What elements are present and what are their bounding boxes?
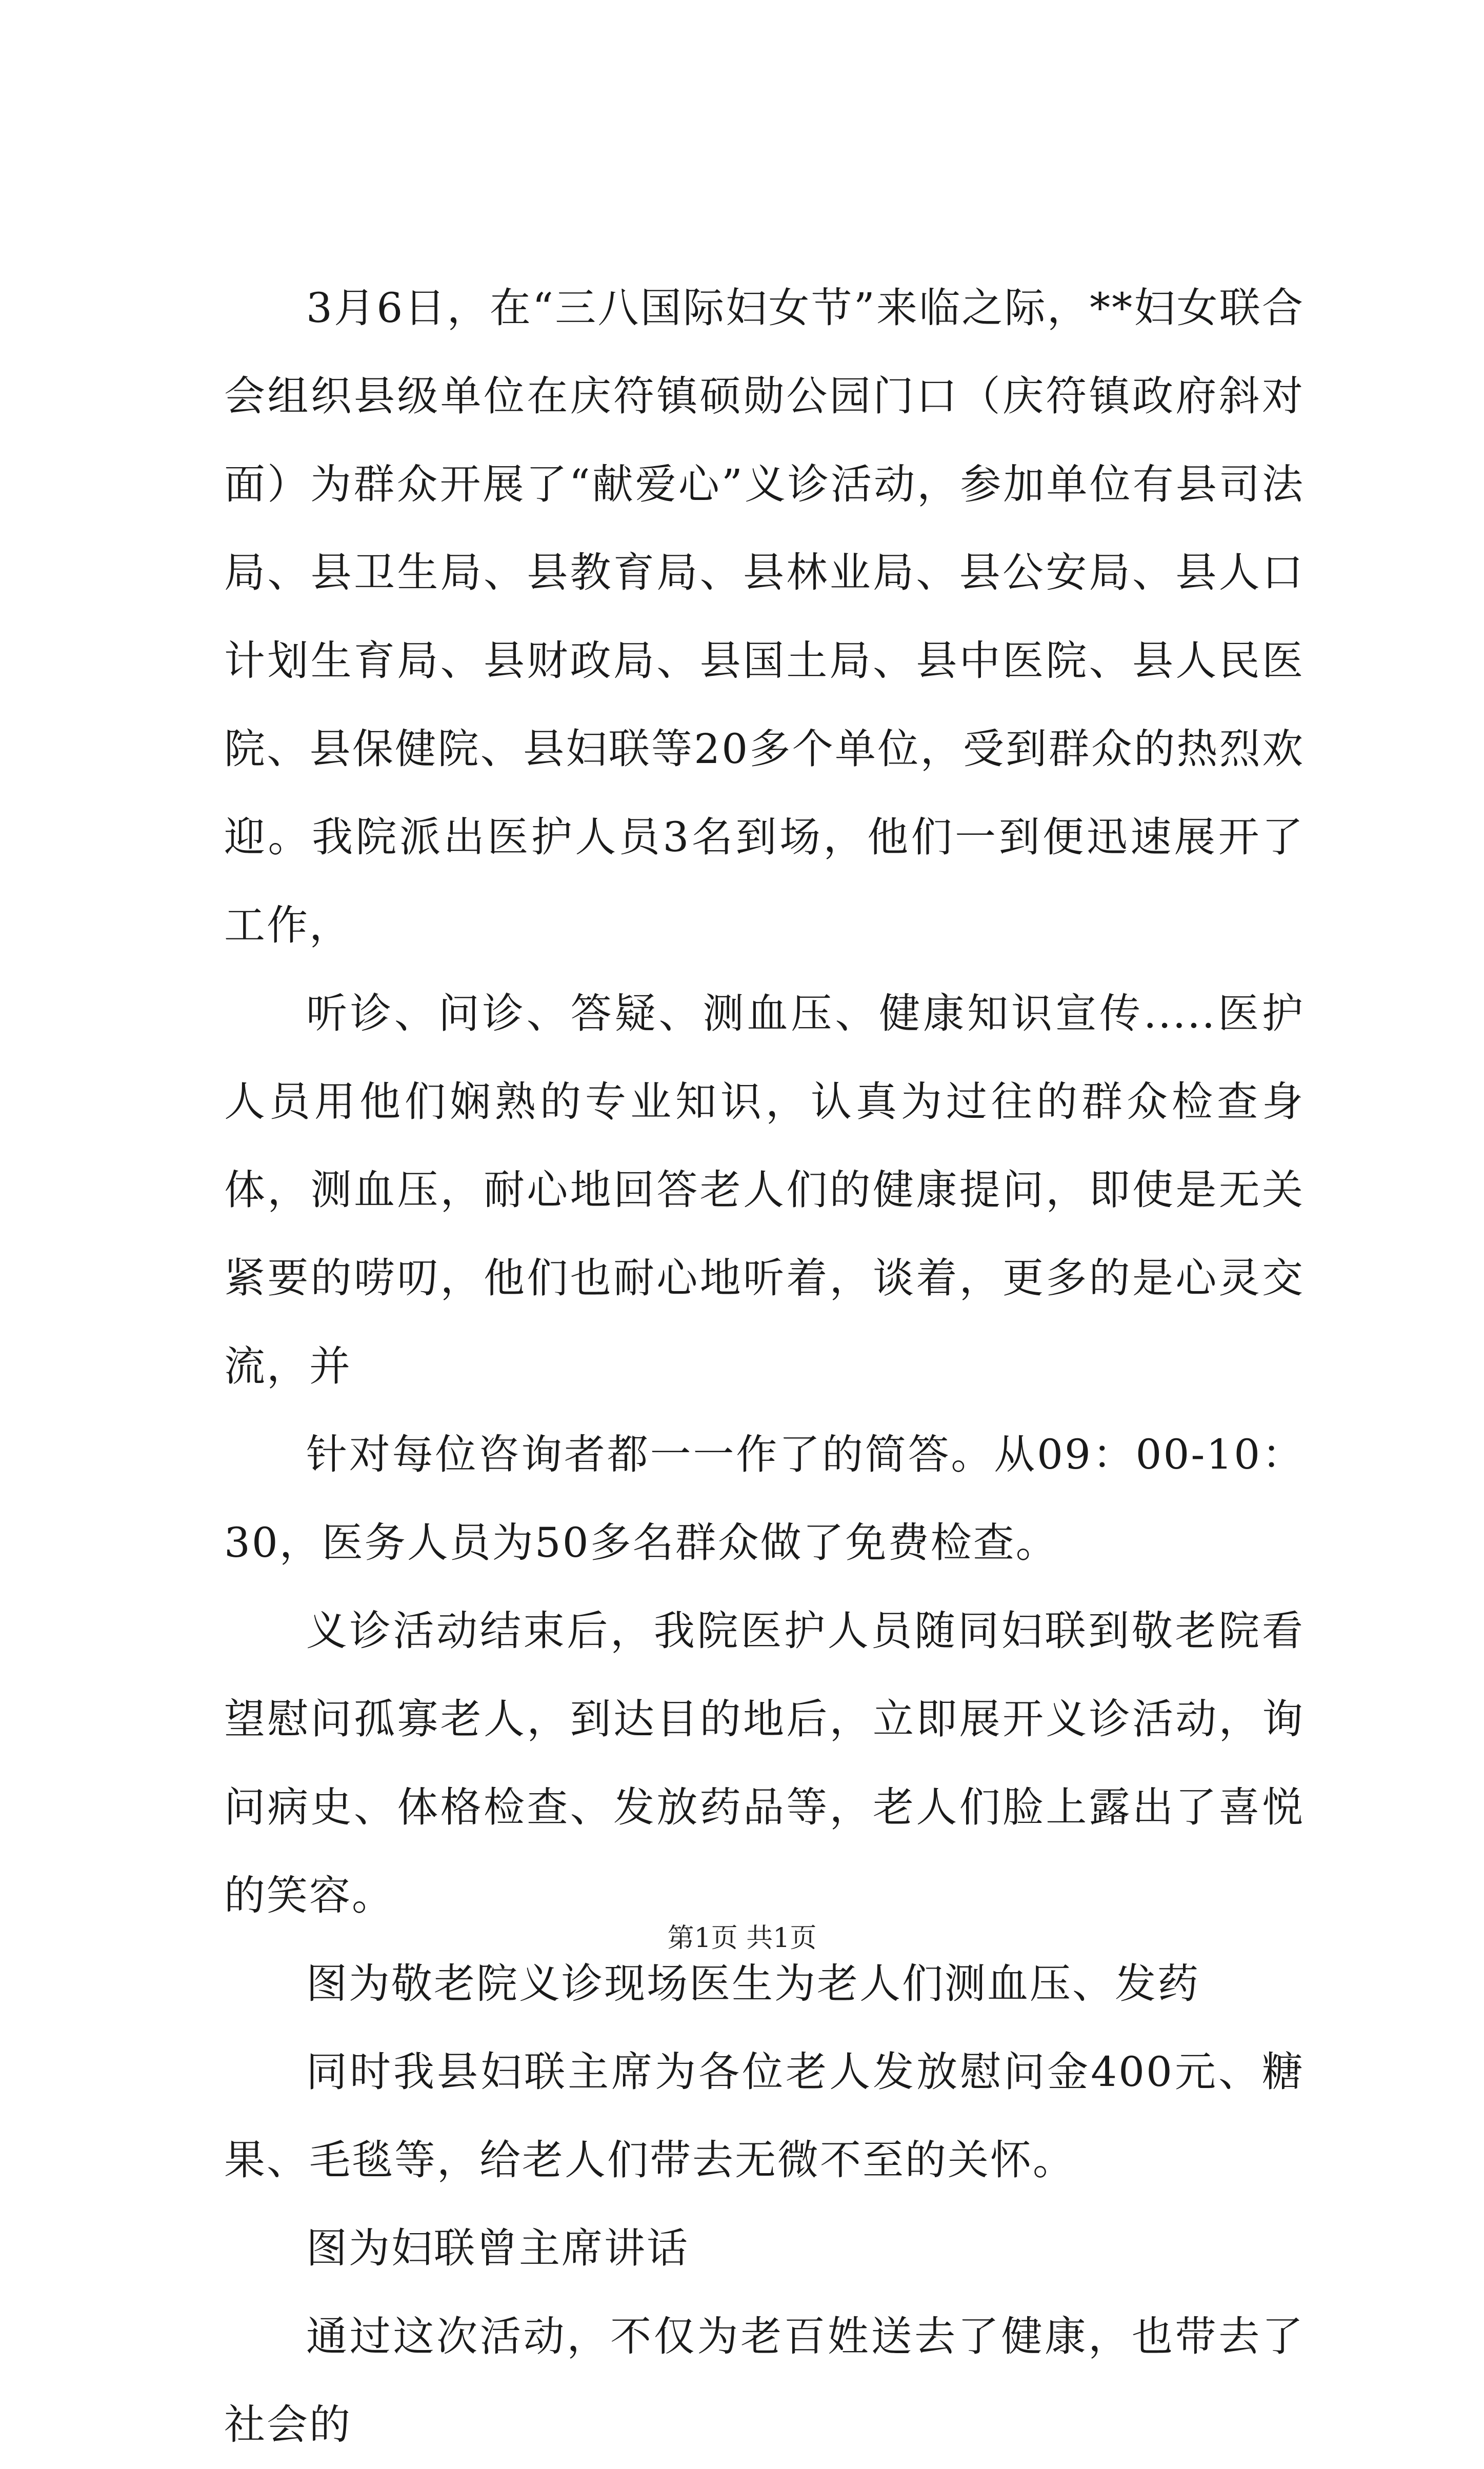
paragraph-6: 通过这次活动，不仅为老百姓送去了健康，也带去了社会的	[224, 2313, 1305, 2448]
paragraph-1: 3月6日，在“三八国际妇女节”来临之际，**妇女联合会组织县级单位在庆符镇硕勋公园门口（庆符镇政府斜对面）为群众开展了“献爱心”义诊活动，参加单位有县司法局、县卫生局、县教育局、县林业局、县公安局、县人口计划生育局、县财政局、县国土局、县中医院、县人民医院、县保健院、县妇联等20多个单位，受到群众的热烈欢迎。我院派出医护人员3名到场，他们一到便迅速展开了工作，	[224, 284, 1305, 949]
paragraph-2: 听诊、问诊、答疑、测血压、健康知识宣传.....医护人员用他们娴熟的专业知识，认真为过往的群众检查身体，测血压，耐心地回答老人们的健康提问，即使是无关紧要的唠叨，他们也耐心地听着，谈着，更多的是心灵交流，并	[224, 990, 1305, 1390]
paragraph-4: 义诊活动结束后，我院医护人员随同妇联到敬老院看望慰问孤寡老人，到达目的地后，立即展开义诊活动，询问病史、体格检查、发放药品等，老人们脸上露出了喜悦的笑容。	[224, 1607, 1305, 1919]
figure-caption-1: 图为敬老院义诊现场医生为老人们测血压、发药	[306, 1960, 1200, 2008]
figure-caption-2: 图为妇联曾主席讲话	[306, 2224, 689, 2272]
paragraph-3: 针对每位咨询者都一一作了的简答。从09：00-10：30，医务人员为50多名群众做了免费检查。	[224, 1431, 1305, 1567]
page-footer: 第1页 共1页	[667, 1923, 817, 1954]
document-body	[224, 264, 1305, 2469]
paragraph-5: 同时我县妇联主席为各位老人发放慰问金400元、糖果、毛毯等，给老人们带去无微不至的关怀。	[224, 2048, 1305, 2184]
